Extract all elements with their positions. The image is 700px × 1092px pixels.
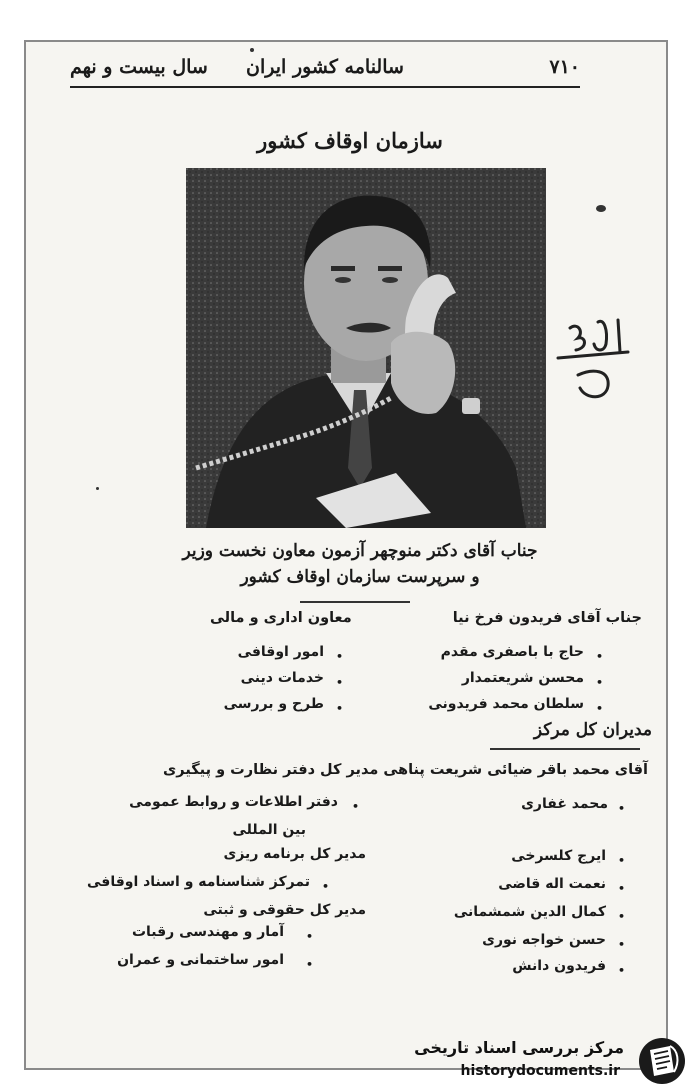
staff-dept: امور اوقافی bbox=[237, 644, 324, 660]
list-bullet: • bbox=[306, 958, 314, 971]
portrait-photo bbox=[186, 168, 546, 528]
handwritten-number-icon bbox=[548, 300, 638, 410]
director-name: فریدون دانش bbox=[512, 958, 606, 974]
scan-speck bbox=[596, 205, 606, 212]
director-name: حسن خواجه نوری bbox=[482, 932, 606, 948]
director-name: نعمت اله قاضی bbox=[498, 876, 606, 892]
watermark-title: مرکز بررسی اسناد تاریخی bbox=[414, 1038, 624, 1057]
director-dept: مدیر کل حقوقی و ثبتی bbox=[203, 902, 366, 918]
directors-intro: آقای محمد باقر ضیائی شریعت پناهی مدیر کل دفتر نظارت و پیگیری bbox=[163, 762, 648, 778]
handwritten-annotation bbox=[548, 300, 638, 410]
list-bullet: • bbox=[596, 702, 604, 715]
scan-speck bbox=[96, 487, 99, 490]
document-seal-icon bbox=[636, 1036, 688, 1086]
list-bullet: • bbox=[618, 964, 626, 977]
list-bullet: • bbox=[618, 854, 626, 867]
portrait-image bbox=[186, 168, 546, 528]
book-title: سالنامه کشور ایران bbox=[246, 56, 404, 78]
page-number: ۷۱۰ bbox=[549, 56, 580, 78]
caption-line-2: و سرپرست سازمان اوقاف کشور bbox=[240, 567, 480, 587]
list-bullet: • bbox=[352, 800, 360, 813]
list-bullet: • bbox=[618, 882, 626, 895]
staff-name: محسن شریعتمدار bbox=[461, 670, 584, 686]
list-bullet: • bbox=[336, 650, 344, 663]
deputy-title: معاون اداری و مالی bbox=[210, 610, 352, 626]
list-bullet: • bbox=[336, 676, 344, 689]
directors-section-title: مدیران کل مرکز bbox=[533, 720, 652, 740]
list-bullet: • bbox=[322, 880, 330, 893]
staff-name: سلطان محمد فریدونی bbox=[428, 696, 584, 712]
staff-dept: طرح و بررسی bbox=[223, 696, 324, 712]
organization-title: سازمان اوقاف کشور bbox=[257, 128, 443, 153]
watermark bbox=[410, 1034, 694, 1088]
director-dept: امور ساختمانی و عمران bbox=[117, 952, 284, 968]
page-header bbox=[70, 50, 580, 88]
list-bullet: • bbox=[596, 650, 604, 663]
director-dept: تمرکز شناسنامه و اسناد اوقافی bbox=[86, 874, 310, 890]
director-name: ایرج کلسرخی bbox=[511, 848, 606, 864]
section-underline bbox=[490, 748, 640, 750]
list-bullet: • bbox=[618, 802, 626, 815]
list-bullet: • bbox=[306, 930, 314, 943]
list-bullet: • bbox=[618, 938, 626, 951]
year-label: سال بیست و نهم bbox=[70, 56, 208, 78]
deputy-name: جناب آقای فریدون فرخ نیا bbox=[452, 610, 642, 626]
director-name: کمال الدین شمشمانی bbox=[453, 904, 606, 920]
caption-divider bbox=[300, 601, 410, 603]
director-dept-continued: بین المللی bbox=[232, 822, 306, 838]
director-dept: مدیر کل برنامه ریزی bbox=[223, 846, 366, 862]
director-name: محمد غفاری bbox=[521, 796, 608, 812]
photo-caption bbox=[160, 538, 560, 590]
list-bullet: • bbox=[336, 702, 344, 715]
staff-dept: خدمات دینی bbox=[240, 670, 324, 686]
staff-name: حاج با باصفری مقدم bbox=[440, 644, 584, 660]
list-bullet: • bbox=[618, 910, 626, 923]
list-bullet: • bbox=[596, 676, 604, 689]
director-dept: آمار و مهندسی رقبات bbox=[131, 924, 284, 940]
watermark-url: historydocuments.ir bbox=[460, 1063, 620, 1079]
caption-line-1: جناب آقای دکتر منوچهر آزمون معاون نخست وزیر bbox=[182, 541, 538, 561]
director-dept: دفتر اطلاعات و روابط عمومی bbox=[129, 794, 338, 810]
